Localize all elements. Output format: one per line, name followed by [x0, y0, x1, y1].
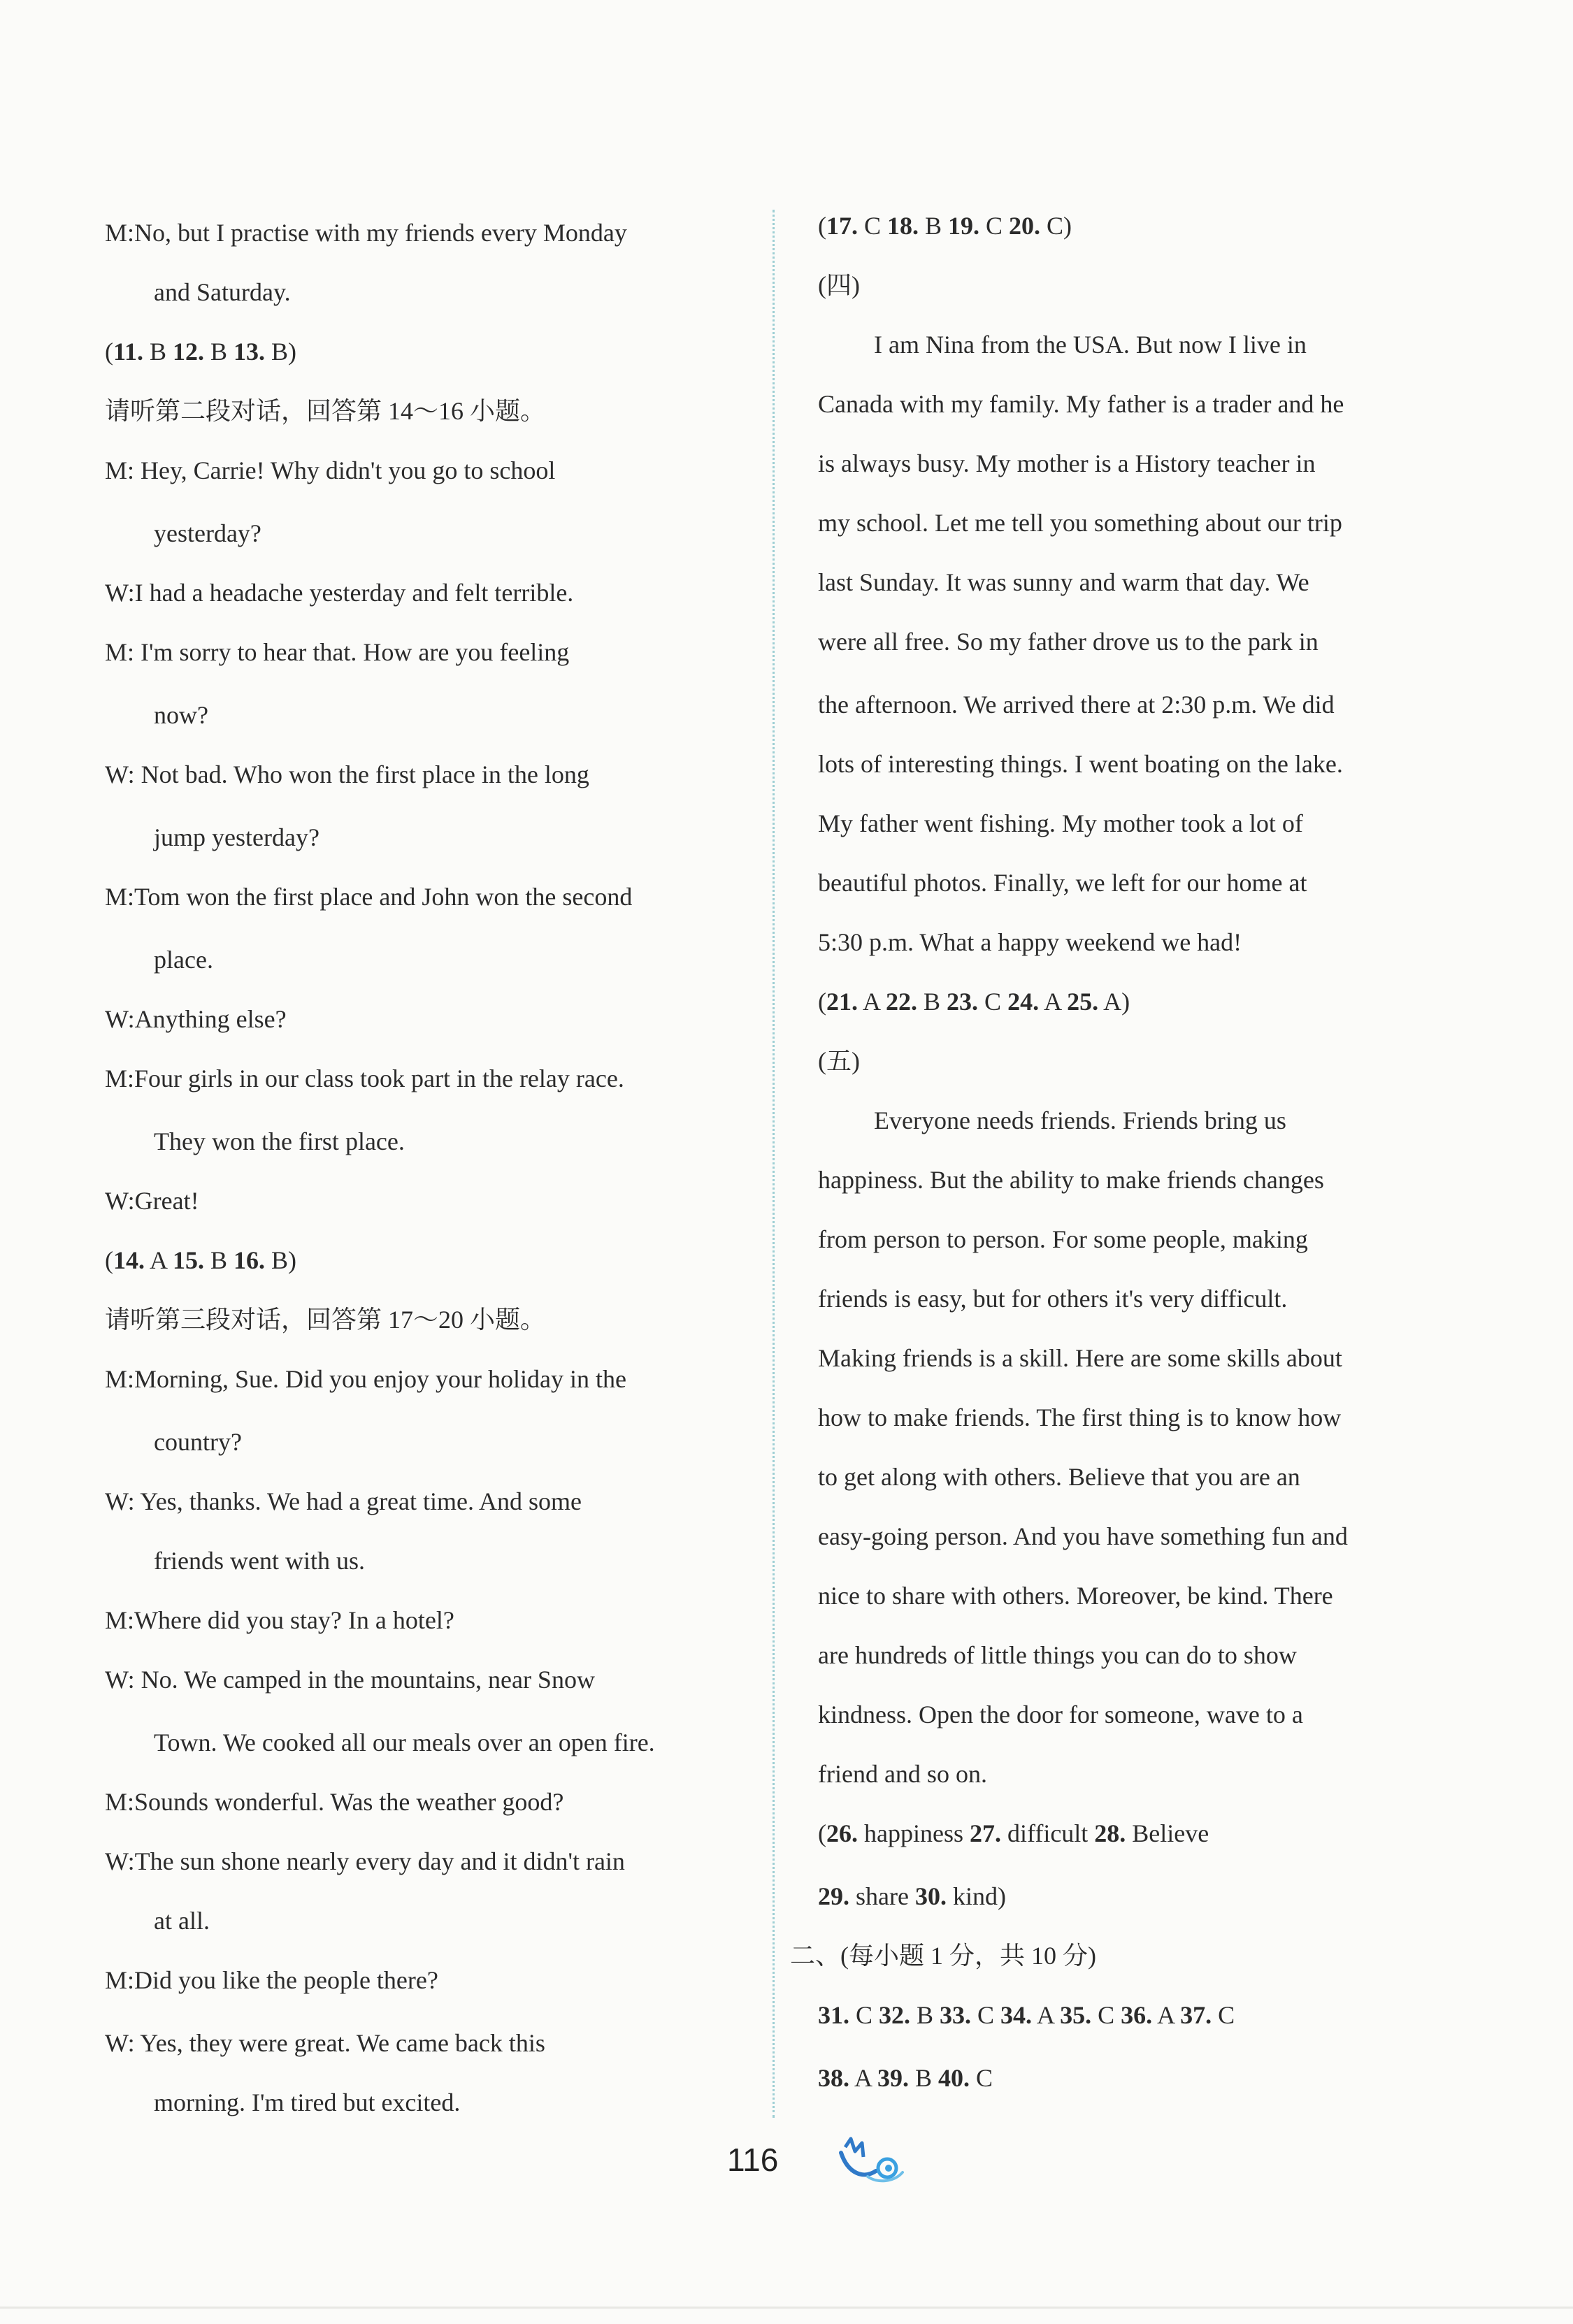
- text-line: yesterday?: [154, 519, 261, 547]
- text-line: beautiful photos. Finally, we left for our home at: [818, 869, 1307, 897]
- text-line: I am Nina from the USA. But now I live in: [874, 331, 1307, 359]
- text-line: now?: [154, 701, 208, 729]
- text-line: M:Where did you stay? In a hotel?: [105, 1606, 454, 1634]
- text-line: are hundreds of little things you can do to show: [818, 1641, 1297, 1669]
- text-line: my school. Let me tell you something about our trip: [818, 509, 1342, 537]
- answer-line: 29. share 30. kind): [818, 1882, 1006, 1910]
- answer-line: (14. A 15. B 16. B): [105, 1246, 297, 1274]
- text-line: M:No, but I practise with my friends every Monday: [105, 219, 627, 247]
- text-line: friends is easy, but for others it's very difficult.: [818, 1285, 1288, 1313]
- text-line: the afternoon. We arrived there at 2:30 p.m. We did: [818, 691, 1335, 719]
- text-line: Town. We cooked all our meals over an open fire.: [154, 1728, 655, 1756]
- text-line: last Sunday. It was sunny and warm that day. We: [818, 568, 1309, 596]
- text-line: W:Anything else?: [105, 1005, 287, 1033]
- text-line: jump yesterday?: [154, 823, 319, 851]
- text-line: W: Not bad. Who won the first place in the long: [105, 760, 589, 788]
- answer-line: 31. C 32. B 33. C 34. A 35. C 36. A 37. C: [818, 2001, 1235, 2029]
- text-line: place.: [154, 946, 213, 974]
- answer-line: (21. A 22. B 23. C 24. A 25. A): [818, 988, 1130, 1016]
- text-line: Making friends is a skill. Here are some skills about: [818, 1344, 1342, 1372]
- text-line: morning. I'm tired but excited.: [154, 2088, 461, 2116]
- text-line: M:Sounds wonderful. Was the weather good?: [105, 1788, 564, 1816]
- answer-line: (26. happiness 27. difficult 28. Believe: [818, 1819, 1209, 1847]
- text-line: M: Hey, Carrie! Why didn't you go to school: [105, 456, 556, 484]
- text-line: My father went fishing. My mother took a lot of: [818, 809, 1303, 837]
- text-line: were all free. So my father drove us to the park in: [818, 628, 1319, 656]
- text-line: from person to person. For some people, making: [818, 1225, 1308, 1253]
- text-line: Canada with my family. My father is a trader and he: [818, 390, 1344, 418]
- answer-line: (11. B 12. B 13. B): [105, 338, 297, 366]
- page-number: 116: [727, 2142, 779, 2178]
- text-line: friends went with us.: [154, 1547, 365, 1575]
- text-line: M: I'm sorry to hear that. How are you feeling: [105, 638, 570, 666]
- text-line: nice to share with others. Moreover, be kind. There: [818, 1582, 1333, 1610]
- text-line: W: Yes, thanks. We had a great time. And some: [105, 1487, 582, 1515]
- text-line: W:Great!: [105, 1187, 199, 1215]
- text-line: M:Did you like the people there?: [105, 1966, 438, 1994]
- answer-line: (17. C 18. B 19. C 20. C): [818, 212, 1072, 240]
- page-bottom-edge: [0, 2307, 1573, 2309]
- text-line: 请听第二段对话，回答第 14～16 小题。: [105, 397, 546, 425]
- text-line: M:Morning, Sue. Did you enjoy your holiday in the: [105, 1365, 626, 1393]
- text-line: W:The sun shone nearly every day and it didn't rain: [105, 1847, 625, 1875]
- column-divider: [773, 210, 775, 2118]
- text-line: They won the first place.: [154, 1127, 405, 1155]
- blue-swirl-logo-icon: [835, 2132, 912, 2188]
- text-line: how to make friends. The first thing is to know how: [818, 1403, 1342, 1431]
- text-line: at all.: [154, 1907, 210, 1935]
- section-heading: (五): [818, 1047, 860, 1075]
- text-line: Everyone needs friends. Friends bring us: [874, 1106, 1286, 1134]
- text-line: 请听第三段对话，回答第 17～20 小题。: [105, 1306, 546, 1334]
- answer-line: 38. A 39. B 40. C: [818, 2064, 993, 2092]
- text-line: W:I had a headache yesterday and felt terrible.: [105, 579, 574, 607]
- text-line: to get along with others. Believe that you are an: [818, 1463, 1300, 1491]
- text-line: and Saturday.: [154, 278, 291, 306]
- text-line: 5:30 p.m. What a happy weekend we had!: [818, 928, 1242, 956]
- text-line: happiness. But the ability to make friends changes: [818, 1166, 1324, 1194]
- text-line: friend and so on.: [818, 1760, 987, 1788]
- text-line: W: No. We camped in the mountains, near Snow: [105, 1666, 595, 1694]
- text-line: country?: [154, 1428, 242, 1456]
- text-line: is always busy. My mother is a History teacher in: [818, 449, 1316, 477]
- text-line: lots of interesting things. I went boating on the lake.: [818, 750, 1343, 778]
- text-line: kindness. Open the door for someone, wave to a: [818, 1701, 1303, 1728]
- text-line: M:Four girls in our class took part in the relay race.: [105, 1064, 624, 1092]
- section-title: 二、(每小题 1 分，共 10 分): [790, 1942, 1096, 1970]
- text-line: W: Yes, they were great. We came back this: [105, 2029, 545, 2057]
- text-line: M:Tom won the first place and John won the second: [105, 883, 633, 911]
- text-line: easy-going person. And you have something fun and: [818, 1522, 1348, 1550]
- section-heading: (四): [818, 271, 860, 299]
